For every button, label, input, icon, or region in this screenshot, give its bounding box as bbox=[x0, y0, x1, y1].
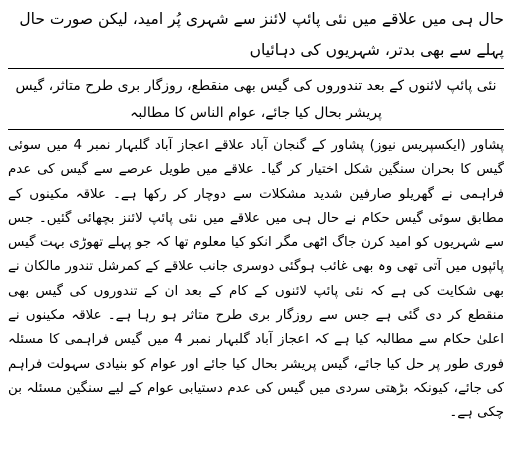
divider-top bbox=[8, 68, 504, 69]
article-body: پشاور (ایکسپریس نیوز) پشاور کے گنجان آباد علاقے اعجاز آباد گلبہار نمبر 4 میں سوئی گیس کا بحران سنگین شکل اختیار کر گیا۔ علاقے میں طویل عرصے سے گیس کی عدم فراہمی نے گھریلو صارفین شدید مشکلات سے دوچار کر رکھا ہے۔ علاقہ مکینوں کے مطابق سوئی گیس حکام نے حال ہی میں علاقے میں نئی پائپ لائنز بچھائی گئیں۔ جس سے شہریوں کو امید کرن جاگ اٹھی مگر انکو کیا معلوم تھا کہ جو پہلے تھوڑی بہت گیس پائپوں میں آتی تھی وہ بھی غائب ہوگئی دوسری جانب علاقے کے کمرشل تندور مالکان نے بھی شکایت کی ہے کہ نئی پائپ لائنوں کے کام کے بعد ان کے تندوروں کی گیس بھی منقطع کر دی گئی ہے جس سے روزگار بری طرح متاثر ہو رہا ہے۔ علاقہ مکینوں نے اعلیٰ حکام سے مطالبہ کیا ہے کہ اعجاز آباد گلبہار نمبر 4 میں گیس فراہمی کا مسئلہ فوری طور پر حل کیا جائے، گیس پریشر بحال کیا جائے اور عوام کو بنیادی سہولت فراہم کی جائے، کیونکہ بڑھتی سردی میں گیس کی عدم دستیابی عوام کے لیے سنگین مسئلہ بن چکی ہے۔ bbox=[8, 138, 504, 421]
subheadline: نئی پائپ لائنوں کے بعد تندوروں کی گیس بھی منقطع، روزگار بری طرح متاثر، گیس پریشر بحال کیا جائے، عوام الناس کا مطالبہ bbox=[15, 78, 497, 121]
headline: حال ہی میں علاقے میں نئی پائپ لائنز سے شہری پُر امید، لیکن صورت حال پہلے سے بھی بدتر، شہریوں کی دہائیاں bbox=[19, 10, 504, 59]
divider-bottom bbox=[8, 129, 504, 130]
